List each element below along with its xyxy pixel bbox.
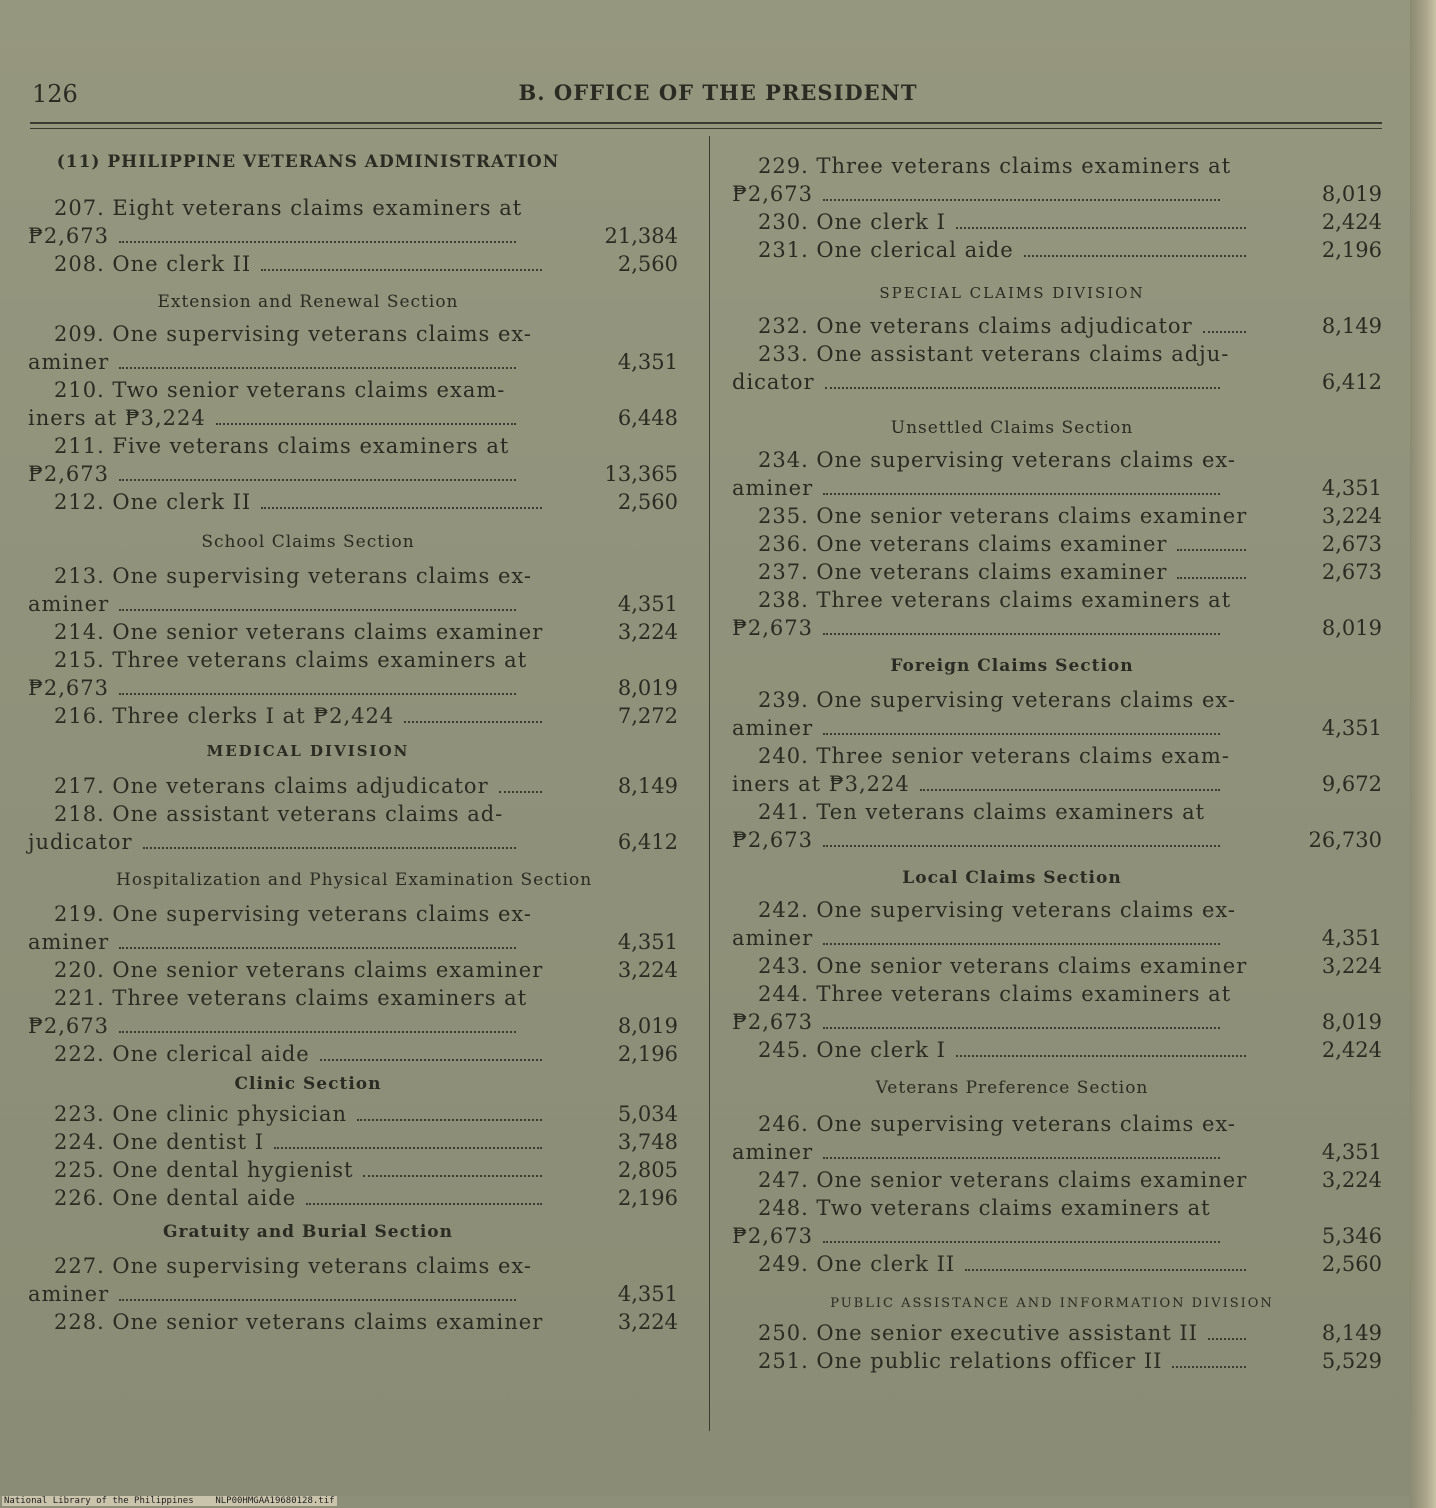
dot-leader: [261, 268, 542, 271]
dot-leader: [1177, 548, 1246, 551]
dot-leader: [823, 632, 1220, 635]
item-last-line: [732, 368, 1224, 396]
item-list: [28, 772, 680, 856]
item-text: 247. One senior veterans claims examiner: [758, 1168, 1248, 1192]
item-amount: 4,351: [617, 1282, 678, 1306]
item-last-line: [28, 674, 520, 702]
item-amount: 4,351: [1321, 716, 1382, 740]
division-title: SPECIAL CLAIMS DIVISION: [879, 284, 1145, 302]
footer-library: National Library of the Philippines: [4, 1496, 194, 1506]
item-amount: 21,384: [604, 224, 678, 248]
item-last-line: [28, 250, 546, 278]
item-text: 226. One dental aide: [54, 1186, 297, 1210]
item-text: 232. One veterans claims adjudicator: [758, 314, 1193, 338]
scan-footer: [2, 1496, 337, 1506]
item-last-line: [732, 1036, 1250, 1064]
dot-leader: [920, 788, 1220, 791]
item-last-line: [28, 222, 520, 250]
line-item: [28, 488, 680, 516]
item-first-line: 248. Two veterans claims examiners at: [758, 1196, 1211, 1220]
column-divider: [709, 136, 710, 1431]
item-text: ₱2,673: [732, 616, 813, 640]
item-last-line: [28, 348, 520, 376]
item-first-line: 239. One supervising veterans claims ex-: [758, 688, 1236, 712]
item-text: ₱2,673: [732, 182, 813, 206]
dot-leader: [823, 198, 1220, 201]
item-amount: 2,560: [617, 252, 678, 276]
section-title: Foreign Claims Section: [890, 656, 1134, 676]
line-item: [732, 1319, 1384, 1347]
item-amount: 2,560: [1321, 1252, 1382, 1276]
line-item: [28, 1156, 680, 1184]
item-last-line: [732, 614, 1224, 642]
line-item: [732, 340, 1384, 396]
item-last-line: [28, 1156, 546, 1184]
item-last-line: [732, 1166, 1250, 1194]
item-first-line: 240. Three senior veterans claims exam-: [758, 744, 1230, 768]
item-text: 220. One senior veterans claims examiner: [54, 958, 544, 982]
line-item: [732, 798, 1384, 854]
item-last-line: [28, 828, 520, 856]
line-item: [28, 800, 680, 856]
item-text: dicator: [732, 370, 815, 394]
item-last-line: [28, 590, 520, 618]
item-first-line: 244. Three veterans claims examiners at: [758, 982, 1232, 1006]
item-last-line: [28, 1280, 520, 1308]
item-last-line: [732, 1250, 1250, 1278]
item-first-line: 246. One supervising veterans claims ex-: [758, 1112, 1236, 1136]
item-text: 251. One public relations officer II: [758, 1349, 1163, 1373]
item-text: 250. One senior executive assistant II: [758, 1321, 1198, 1345]
item-text: aminer: [732, 476, 814, 500]
item-first-line: 213. One supervising veterans claims ex-: [54, 564, 532, 588]
item-amount: 3,748: [617, 1130, 678, 1154]
dot-leader: [823, 1026, 1220, 1029]
item-last-line: [28, 460, 520, 488]
item-amount: 2,424: [1321, 210, 1382, 234]
dot-leader: [956, 1054, 1246, 1057]
item-text: 231. One clerical aide: [758, 238, 1014, 262]
dot-leader: [119, 692, 516, 695]
page-number: 126: [32, 80, 78, 108]
dot-leader: [119, 1030, 516, 1033]
division-title: PUBLIC ASSISTANCE AND INFORMATION DIVISION: [830, 1296, 1274, 1311]
line-item: [732, 952, 1384, 980]
dot-leader: [823, 1156, 1220, 1159]
item-last-line: [732, 826, 1224, 854]
dot-leader: [261, 506, 542, 509]
item-last-line: [732, 502, 1250, 530]
item-last-line: [28, 772, 546, 800]
item-amount: 3,224: [617, 1310, 678, 1334]
section-title: Extension and Renewal Section: [157, 292, 459, 312]
item-amount: 5,034: [617, 1102, 678, 1126]
item-amount: 4,351: [617, 930, 678, 954]
line-item: [28, 1252, 680, 1308]
line-item: [28, 1184, 680, 1212]
line-item: [732, 896, 1384, 952]
section-title: Local Claims Section: [902, 868, 1122, 888]
dot-leader: [143, 846, 516, 849]
item-last-line: [28, 618, 546, 646]
line-item: [28, 194, 680, 250]
line-item: [732, 1166, 1384, 1194]
item-first-line: 210. Two senior veterans claims exam-: [54, 378, 506, 402]
item-amount: 2,673: [1321, 560, 1382, 584]
section-title: Veterans Preference Section: [875, 1078, 1149, 1098]
item-last-line: [732, 1008, 1224, 1036]
line-item: [28, 646, 680, 702]
item-amount: 2,673: [1321, 532, 1382, 556]
item-first-line: 221. Three veterans claims examiners at: [54, 986, 528, 1010]
dot-leader: [823, 844, 1220, 847]
item-amount: 8,149: [1321, 1321, 1382, 1345]
item-last-line: [28, 1184, 546, 1212]
item-amount: 2,424: [1321, 1038, 1382, 1062]
item-last-line: [28, 928, 520, 956]
item-last-line: [28, 1100, 546, 1128]
item-text: aminer: [28, 350, 110, 374]
item-last-line: [732, 952, 1250, 980]
item-first-line: 215. Three veterans claims examiners at: [54, 648, 528, 672]
line-item: [732, 1194, 1384, 1250]
item-amount: 5,529: [1321, 1349, 1382, 1373]
item-text: 235. One senior veterans claims examiner: [758, 504, 1248, 528]
item-last-line: [732, 558, 1250, 586]
line-item: [732, 312, 1384, 340]
item-text: ₱2,673: [28, 1014, 109, 1038]
item-first-line: 233. One assistant veterans claims adju-: [758, 342, 1230, 366]
division-title: MEDICAL DIVISION: [206, 742, 410, 760]
item-text: iners at ₱3,224: [732, 772, 910, 796]
item-text: 216. Three clerks I at ₱2,424: [54, 704, 395, 728]
line-item: [732, 586, 1384, 642]
item-amount: 4,351: [1321, 1140, 1382, 1164]
item-last-line: [732, 714, 1224, 742]
item-amount: 3,224: [1321, 954, 1382, 978]
item-text: 212. One clerk II: [54, 490, 252, 514]
item-amount: 2,196: [617, 1186, 678, 1210]
item-amount: 2,196: [617, 1042, 678, 1066]
line-item: [732, 152, 1384, 208]
item-amount: 4,351: [1321, 476, 1382, 500]
item-last-line: [28, 1012, 520, 1040]
item-list: [732, 686, 1384, 854]
line-item: [732, 236, 1384, 264]
dot-leader: [1172, 1365, 1246, 1368]
section-title: School Claims Section: [201, 532, 415, 552]
item-list: [28, 900, 680, 1068]
line-item: [732, 208, 1384, 236]
line-item: [28, 376, 680, 432]
dot-leader: [119, 478, 516, 481]
item-text: 217. One veterans claims adjudicator: [54, 774, 489, 798]
item-first-line: 238. Three veterans claims examiners at: [758, 588, 1232, 612]
item-amount: 5,346: [1321, 1224, 1382, 1248]
item-text: ₱2,673: [732, 1010, 813, 1034]
item-list: [732, 446, 1384, 642]
item-amount: 26,730: [1308, 828, 1382, 852]
dot-leader: [119, 366, 516, 369]
item-text: aminer: [732, 716, 814, 740]
line-item: [732, 502, 1384, 530]
item-last-line: [732, 1138, 1224, 1166]
item-text: aminer: [732, 1140, 814, 1164]
item-last-line: [28, 1040, 546, 1068]
dot-leader: [1024, 254, 1246, 257]
item-amount: 2,196: [1321, 238, 1382, 262]
line-item: [732, 1250, 1384, 1278]
line-item: [28, 984, 680, 1040]
item-text: ₱2,673: [28, 676, 109, 700]
item-amount: 8,019: [1321, 182, 1382, 206]
section-title: Clinic Section: [234, 1074, 382, 1094]
item-last-line: [28, 1128, 546, 1156]
item-amount: 9,672: [1321, 772, 1382, 796]
item-last-line: [732, 1319, 1250, 1347]
line-item: [28, 618, 680, 646]
line-item: [28, 1100, 680, 1128]
dot-leader: [320, 1058, 542, 1061]
dot-leader: [216, 422, 516, 425]
item-text: 237. One veterans claims examiner: [758, 560, 1168, 584]
item-last-line: [732, 312, 1250, 340]
item-amount: 3,224: [617, 620, 678, 644]
right-column: [732, 152, 1384, 1375]
item-last-line: [732, 474, 1224, 502]
item-first-line: 227. One supervising veterans claims ex-: [54, 1254, 532, 1278]
item-text: 228. One senior veterans claims examiner: [54, 1310, 544, 1334]
line-item: [732, 1347, 1384, 1375]
item-last-line: [28, 956, 546, 984]
line-item: [732, 558, 1384, 586]
item-list: [732, 1319, 1384, 1375]
item-text: aminer: [28, 930, 110, 954]
item-last-line: [28, 404, 520, 432]
item-text: iners at ₱3,224: [28, 406, 206, 430]
item-amount: 4,351: [617, 350, 678, 374]
dot-leader: [306, 1202, 542, 1205]
item-first-line: 209. One supervising veterans claims ex-: [54, 322, 532, 346]
agency-title: (11) PHILIPPINE VETERANS ADMINISTRATION: [56, 152, 560, 172]
section-title: Hospitalization and Physical Examination Section: [116, 870, 593, 890]
line-item: [28, 956, 680, 984]
item-last-line: [732, 924, 1224, 952]
line-item: [28, 1128, 680, 1156]
line-item: [28, 1308, 680, 1336]
item-text: ₱2,673: [732, 1224, 813, 1248]
dot-leader: [823, 942, 1220, 945]
dot-leader: [274, 1146, 542, 1149]
item-text: ₱2,673: [732, 828, 813, 852]
item-text: 243. One senior veterans claims examiner: [758, 954, 1248, 978]
item-text: aminer: [732, 926, 814, 950]
line-item: [732, 742, 1384, 798]
item-amount: 3,224: [1321, 504, 1382, 528]
item-amount: 6,412: [1321, 370, 1382, 394]
line-item: [732, 1110, 1384, 1166]
dot-leader: [119, 608, 516, 611]
section-title: Unsettled Claims Section: [890, 418, 1134, 438]
dot-leader: [363, 1174, 542, 1177]
item-list: [732, 312, 1384, 396]
item-text: 214. One senior veterans claims examiner: [54, 620, 544, 644]
item-amount: 8,149: [1321, 314, 1382, 338]
item-amount: 13,365: [604, 462, 678, 486]
item-list: [28, 1100, 680, 1212]
line-item: [732, 530, 1384, 558]
line-item: [28, 250, 680, 278]
line-item: [28, 432, 680, 488]
dot-leader: [956, 226, 1246, 229]
item-last-line: [732, 770, 1224, 798]
item-amount: 2,805: [617, 1158, 678, 1182]
item-first-line: 234. One supervising veterans claims ex-: [758, 448, 1236, 472]
item-amount: 3,224: [617, 958, 678, 982]
item-list: [28, 320, 680, 516]
dot-leader: [965, 1268, 1246, 1271]
item-last-line: [732, 1347, 1250, 1375]
item-text: 208. One clerk II: [54, 252, 252, 276]
item-first-line: 207. Eight veterans claims examiners at: [54, 196, 523, 220]
line-item: [28, 320, 680, 376]
item-text: 249. One clerk II: [758, 1252, 956, 1276]
item-first-line: 218. One assistant veterans claims ad-: [54, 802, 504, 826]
item-text: ₱2,673: [28, 462, 109, 486]
left-column: [28, 148, 680, 1336]
item-amount: 8,019: [1321, 1010, 1382, 1034]
item-last-line: [732, 180, 1224, 208]
section-title: Gratuity and Burial Section: [163, 1222, 453, 1242]
item-first-line: 229. Three veterans claims examiners at: [758, 154, 1232, 178]
item-list: [28, 194, 680, 278]
item-text: aminer: [28, 1282, 110, 1306]
item-text: judicator: [28, 830, 133, 854]
line-item: [732, 980, 1384, 1036]
item-text: ₱2,673: [28, 224, 109, 248]
dot-leader: [823, 492, 1220, 495]
item-list: [28, 562, 680, 730]
item-list: [732, 1110, 1384, 1278]
line-item: [28, 702, 680, 730]
running-head: B. OFFICE OF THE PRESIDENT: [518, 80, 918, 105]
item-last-line: [732, 1222, 1224, 1250]
item-last-line: [732, 208, 1250, 236]
dot-leader: [1177, 576, 1246, 579]
dot-leader: [1203, 330, 1246, 333]
item-first-line: 211. Five veterans claims examiners at: [54, 434, 510, 458]
line-item: [732, 686, 1384, 742]
item-text: aminer: [28, 592, 110, 616]
footer-file: NLP00HMGAA19680128.tif: [215, 1496, 335, 1506]
item-text: 225. One dental hygienist: [54, 1158, 354, 1182]
item-text: 245. One clerk I: [758, 1038, 946, 1062]
item-text: 223. One clinic physician: [54, 1102, 347, 1126]
item-amount: 8,019: [617, 1014, 678, 1038]
item-amount: 7,272: [617, 704, 678, 728]
item-first-line: 242. One supervising veterans claims ex-: [758, 898, 1236, 922]
item-text: 236. One veterans claims examiner: [758, 532, 1168, 556]
item-last-line: [732, 530, 1250, 558]
dot-leader: [119, 240, 516, 243]
dot-leader: [823, 1240, 1220, 1243]
item-last-line: [732, 236, 1250, 264]
dot-leader: [823, 732, 1220, 735]
item-first-line: 241. Ten veterans claims examiners at: [758, 800, 1206, 824]
line-item: [28, 772, 680, 800]
page-edge: [1410, 0, 1436, 1508]
item-last-line: [28, 488, 546, 516]
dot-leader: [357, 1118, 542, 1121]
line-item: [732, 446, 1384, 502]
dot-leader: [119, 1298, 516, 1301]
item-amount: 2,560: [617, 490, 678, 514]
item-list: [732, 152, 1384, 264]
item-amount: 8,019: [617, 676, 678, 700]
line-item: [28, 562, 680, 618]
item-list: [28, 1252, 680, 1336]
item-amount: 6,448: [617, 406, 678, 430]
item-last-line: [28, 1308, 546, 1336]
header-rule: [30, 122, 1382, 124]
line-item: [732, 1036, 1384, 1064]
item-text: 224. One dentist I: [54, 1130, 265, 1154]
item-first-line: 219. One supervising veterans claims ex-: [54, 902, 532, 926]
item-amount: 8,149: [617, 774, 678, 798]
dot-leader: [499, 790, 542, 793]
item-amount: 3,224: [1321, 1168, 1382, 1192]
dot-leader: [119, 946, 516, 949]
item-amount: 4,351: [1321, 926, 1382, 950]
item-text: 230. One clerk I: [758, 210, 946, 234]
dot-leader: [404, 720, 542, 723]
item-amount: 4,351: [617, 592, 678, 616]
item-amount: 8,019: [1321, 616, 1382, 640]
item-amount: 6,412: [617, 830, 678, 854]
item-text: 222. One clerical aide: [54, 1042, 310, 1066]
dot-leader: [825, 386, 1220, 389]
item-list: [732, 896, 1384, 1064]
line-item: [28, 900, 680, 956]
line-item: [28, 1040, 680, 1068]
item-last-line: [28, 702, 546, 730]
header-rule-thin: [30, 128, 1382, 129]
dot-leader: [1208, 1337, 1246, 1340]
